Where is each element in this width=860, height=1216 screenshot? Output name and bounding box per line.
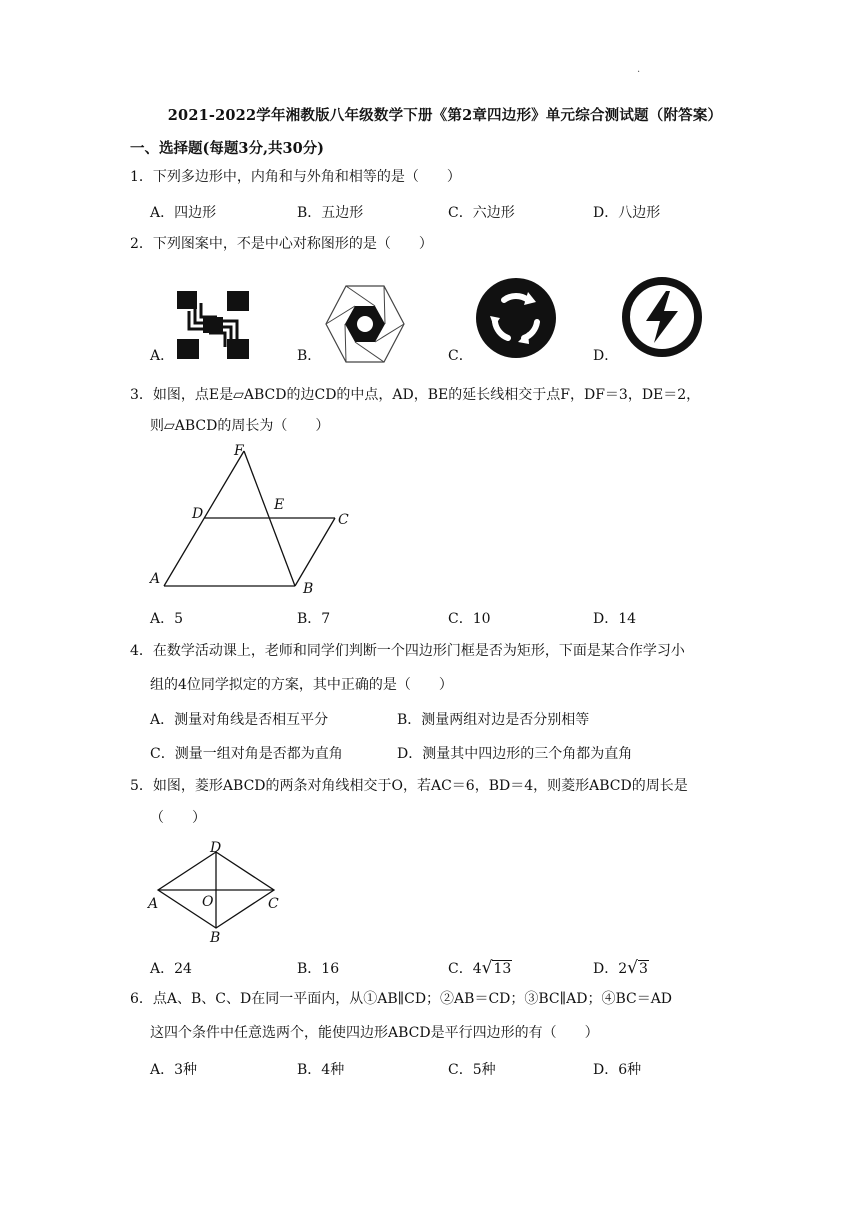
question-6-line-1: 6．点A、B、C、D在同一平面内，从①AB∥CD；②AB＝CD；③BC∥AD；④BC＝AD bbox=[130, 991, 673, 1007]
q4-option-d: D．测量其中四边形的三个角都为直角 bbox=[397, 746, 633, 762]
stacked-squares-figure bbox=[175, 289, 251, 361]
q1-option-a: A．四边形 bbox=[150, 205, 217, 221]
figure-label-e: E bbox=[274, 497, 285, 513]
q1-option-b: B．五边形 bbox=[297, 205, 364, 221]
rhombus-label-o: O bbox=[202, 894, 214, 910]
q2-option-c-label: C． bbox=[448, 348, 473, 364]
q5-option-a: A．24 bbox=[150, 961, 192, 977]
document-title: 2021-2022学年湘教版八年级数学下册《第2章四边形》单元综合测试题（附答案） bbox=[167, 107, 723, 124]
header-mark: . bbox=[637, 64, 641, 75]
figure-label-b: B bbox=[303, 581, 314, 595]
figure-label-d: D bbox=[192, 506, 204, 522]
sqrt-sign-icon: √ bbox=[481, 958, 493, 978]
figure-label-a: A bbox=[150, 571, 161, 587]
question-3-line-2: 则▱ABCD的周长为（ ） bbox=[150, 418, 330, 434]
question-4-line-2: 组的4位同学拟定的方案，其中正确的是（ ） bbox=[150, 677, 453, 693]
q6-option-c: C．5种 bbox=[448, 1062, 496, 1078]
q3-option-b: B．7 bbox=[297, 611, 331, 627]
question-6-line-2: 这四个条件中任意选两个，能使四边形ABCD是平行四边形的有（ ） bbox=[150, 1025, 599, 1041]
question-1-text: 1．下列多边形中，内角和与外角和相等的是（ ） bbox=[130, 169, 461, 185]
hexagon-pinwheel-figure bbox=[322, 283, 408, 365]
radicand-13: 13 bbox=[493, 961, 512, 977]
q4-option-b: B．测量两组对边是否分别相等 bbox=[397, 712, 590, 728]
q6-option-b: B．4种 bbox=[297, 1062, 345, 1078]
figure-label-c: C bbox=[338, 512, 349, 528]
q1-option-d: D．八边形 bbox=[593, 205, 661, 221]
q3-option-d: D．14 bbox=[593, 611, 637, 627]
q4-option-c: C．测量一组对角是否都为直角 bbox=[150, 746, 343, 762]
sqrt-sign-icon: √ bbox=[627, 958, 638, 978]
question-5-line-1: 5．如图，菱形ABCD的两条对角线相交于O，若AC＝6，BD＝4，则菱形ABCD的周长是 bbox=[130, 778, 688, 794]
radicand-3: 3 bbox=[638, 961, 648, 977]
circular-arrows-figure bbox=[474, 276, 558, 360]
q1-option-c: C．六边形 bbox=[448, 205, 515, 221]
rhombus-label-d: D bbox=[210, 840, 222, 856]
q2-option-b-label: B． bbox=[297, 348, 322, 364]
parallelogram-figure bbox=[146, 443, 356, 595]
q6-option-d: D．6种 bbox=[593, 1062, 642, 1078]
q4-option-a: A．测量对角线是否相互平分 bbox=[150, 712, 329, 728]
rhombus-label-c: C bbox=[268, 896, 279, 912]
question-3-line-1: 3．如图，点E是▱ABCD的边CD的中点，AD，BE的延长线相交于点F，DF＝3，DE＝2， bbox=[130, 387, 701, 403]
question-5-line-2: （ ） bbox=[150, 810, 206, 826]
q5-option-c-label: C．4 bbox=[448, 961, 482, 977]
q3-option-c: C．10 bbox=[448, 611, 491, 627]
section-heading: 一、选择题(每题3分,共30分) bbox=[130, 140, 325, 157]
figure-label-f: F bbox=[234, 443, 244, 459]
q6-option-a: A．3种 bbox=[150, 1062, 198, 1078]
question-2-text: 2．下列图案中，不是中心对称图形的是（ ） bbox=[130, 236, 433, 252]
rhombus-figure bbox=[146, 838, 286, 948]
q2-option-a-label: A． bbox=[150, 348, 175, 364]
q5-option-c bbox=[448, 958, 512, 978]
rhombus-label-a: A bbox=[148, 896, 159, 912]
q5-option-d bbox=[593, 958, 649, 978]
rhombus-label-b: B bbox=[210, 930, 221, 946]
q5-option-d-label: D．2 bbox=[593, 961, 628, 977]
q2-option-d-label: D． bbox=[593, 348, 619, 364]
q3-option-a: A．5 bbox=[150, 611, 184, 627]
q5-option-b: B．16 bbox=[297, 961, 340, 977]
lightning-circle-figure bbox=[620, 275, 704, 359]
question-4-line-1: 4．在数学活动课上，老师和同学们判断一个四边形门框是否为矩形，下面是某合作学习小 bbox=[130, 643, 685, 659]
